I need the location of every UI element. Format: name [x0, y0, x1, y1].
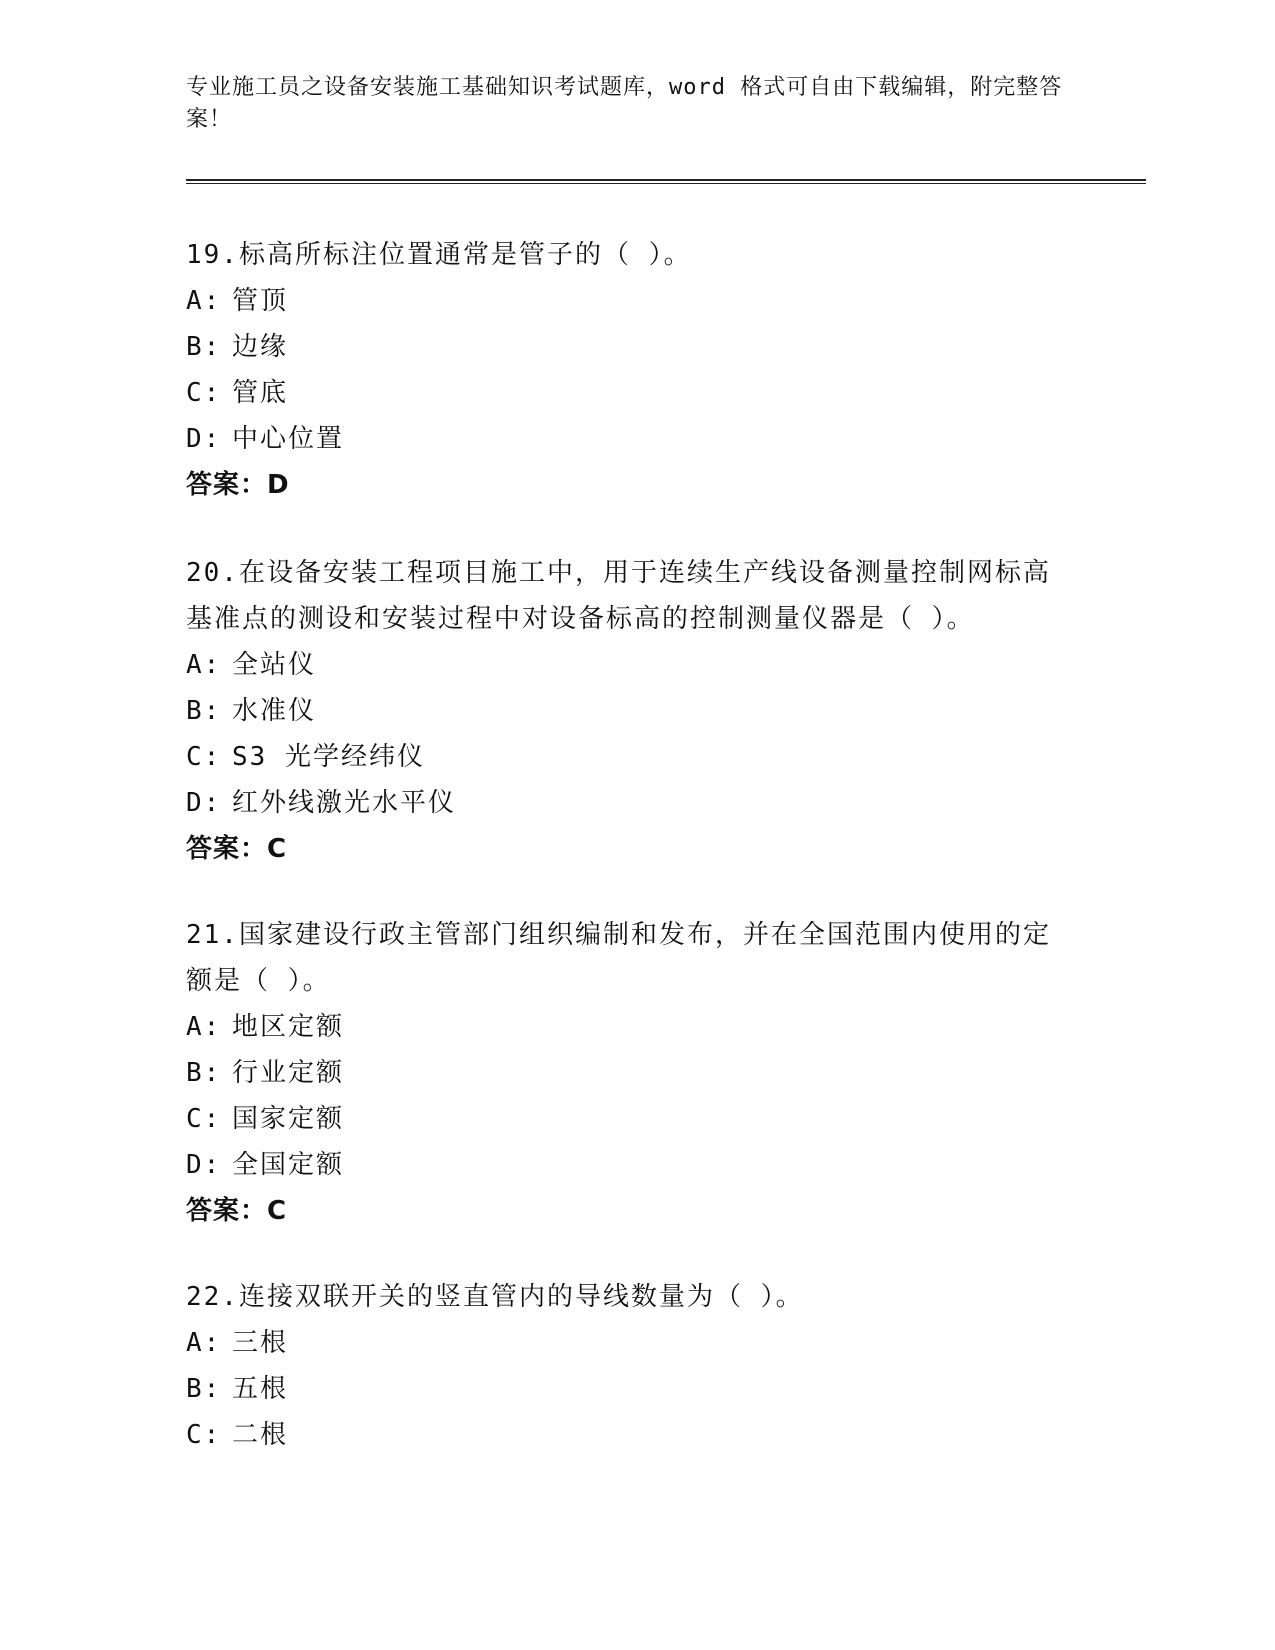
- option-text: 地区定额: [232, 1012, 345, 1042]
- option-text: 三根: [232, 1328, 289, 1358]
- option-text: 中心位置: [232, 424, 345, 454]
- option-d: [186, 416, 1066, 462]
- option-letter: D:: [186, 424, 222, 454]
- question-stem: 21.国家建设行政主管部门组织编制和发布，并在全国范围内使用的定额是（ ）。: [186, 920, 1051, 996]
- option-b: [186, 1050, 1066, 1096]
- option-text: 红外线激光水平仪: [232, 788, 457, 818]
- question-stem: 20.在设备安装工程项目施工中，用于连续生产线设备测量控制网标高基准点的测设和安装过程中对设备标高的控制测量仪器是（ ）。: [186, 558, 1051, 634]
- option-letter: C:: [186, 378, 222, 408]
- option-text: 国家定额: [232, 1104, 345, 1134]
- option-letter: D:: [186, 788, 222, 818]
- option-c: [186, 734, 1066, 780]
- option-letter: B:: [186, 1058, 222, 1088]
- document-header-text: 专业施工员之设备安装施工基础知识考试题库，word 格式可自由下载编辑，附完整答案！: [186, 75, 1063, 132]
- option-d: [186, 780, 1066, 826]
- option-b: [186, 324, 1066, 370]
- header-divider-bottom: [186, 183, 1146, 184]
- option-text: 水准仪: [232, 696, 317, 726]
- question-19: [186, 232, 1066, 508]
- option-c: [186, 1096, 1066, 1142]
- option-letter: D:: [186, 1150, 222, 1180]
- option-letter: A:: [186, 650, 222, 680]
- option-letter: C:: [186, 1104, 222, 1134]
- answer-line: 答案：D: [186, 470, 290, 500]
- option-d: [186, 1142, 1066, 1188]
- question-stem: 22.连接双联开关的竖直管内的导线数量为（ ）。: [186, 1282, 804, 1312]
- option-text: 五根: [232, 1374, 289, 1404]
- answer-line: 答案：C: [186, 834, 288, 864]
- option-c: [186, 1412, 1066, 1458]
- option-letter: A:: [186, 1328, 222, 1358]
- option-letter: B:: [186, 696, 222, 726]
- header-divider-top: [186, 179, 1146, 181]
- option-letter: A:: [186, 1012, 222, 1042]
- option-text: 管底: [232, 378, 289, 408]
- option-letter: C:: [186, 742, 222, 772]
- option-text: 边缘: [232, 332, 289, 362]
- option-b: [186, 688, 1066, 734]
- option-text: 全国定额: [232, 1150, 345, 1180]
- option-text: 行业定额: [232, 1058, 345, 1088]
- option-a: [186, 642, 1066, 688]
- question-22: [186, 1274, 1066, 1458]
- option-letter: B:: [186, 1374, 222, 1404]
- answer-line: 答案：C: [186, 1196, 288, 1226]
- option-a: [186, 1320, 1066, 1366]
- option-text: S3 光学经纬仪: [232, 742, 425, 772]
- question-20: [186, 550, 1066, 872]
- option-a: [186, 278, 1066, 324]
- option-a: [186, 1004, 1066, 1050]
- option-text: 全站仪: [232, 650, 317, 680]
- question-stem: 19.标高所标注位置通常是管子的（ ）。: [186, 240, 692, 270]
- option-letter: B:: [186, 332, 222, 362]
- option-text: 管顶: [232, 286, 289, 316]
- question-21: [186, 912, 1066, 1234]
- option-letter: A:: [186, 286, 222, 316]
- option-b: [186, 1366, 1066, 1412]
- option-text: 二根: [232, 1420, 289, 1450]
- option-c: [186, 370, 1066, 416]
- option-letter: C:: [186, 1420, 222, 1450]
